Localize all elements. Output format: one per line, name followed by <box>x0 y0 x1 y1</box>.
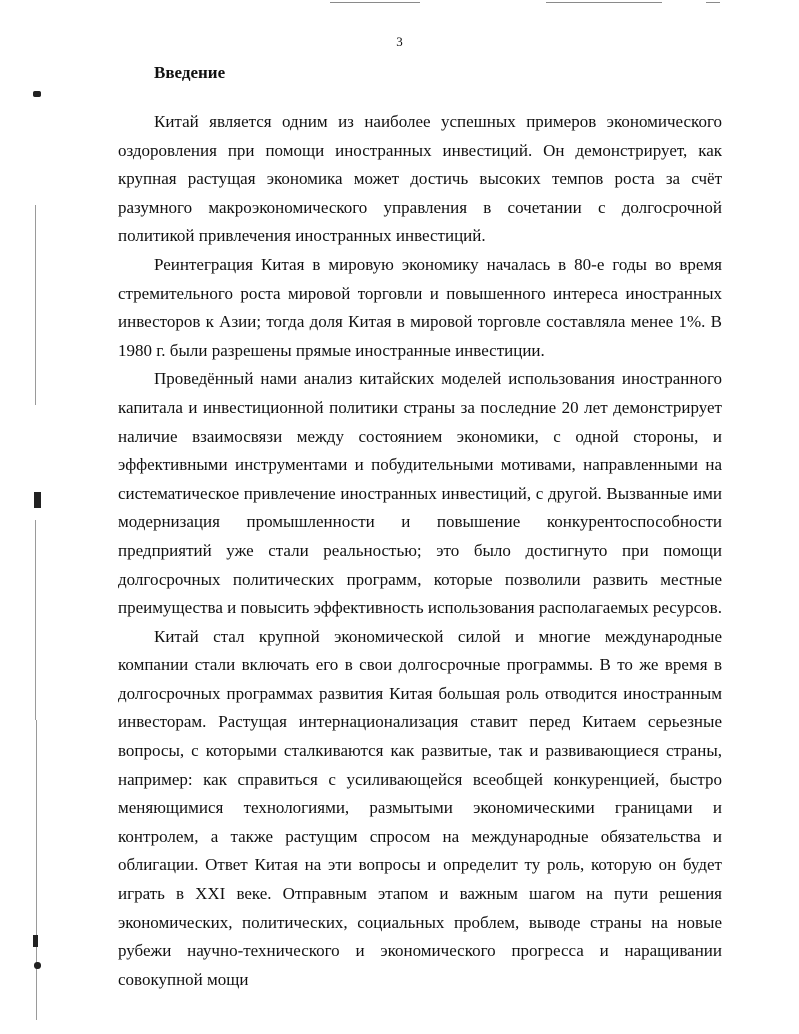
section-heading: Введение <box>154 63 226 82</box>
margin-line-lower <box>36 720 37 1020</box>
margin-mark-block <box>34 492 41 508</box>
scan-artifact-top-corner <box>706 2 720 3</box>
page-number: 3 <box>396 34 403 49</box>
margin-line-middle <box>35 520 36 720</box>
paragraph: Проведённый нами анализ китайских моделей использования иностранного капитала и инвестиционной политики страны за последние 20 лет демонстрирует наличие взаимосвязи между состоянием экономики, с одной стороны, и эффективными инструментами и побудительными мотивами, направленными на систематическое привлечение иностранных инвестиций, с другой. Вызванные ими модернизация промышленности и повышение конкурентоспособности предприятий уже стали реальностью; это было достигнуто при помощи долгосрочных политических программ, которые позволили развить местные преимущества и повысить эффективность использования располагаемых ресурсов. <box>118 369 722 618</box>
paragraph: Китай стал крупной экономической силой и многие международные компании стали включать его в свои долгосрочные программы. В то же время в долгосрочных программах развития Китая большая роль отводится иностранным инвесторам. Растущая интернационализация ставит перед Китаем серьезные вопросы, с которыми сталкиваются как развитые, так и развивающиеся страны, например: как справиться с усиливающейся всеобщей конкуренцией, быстро меняющимися технологиями, размытыми экономическими границами и контролем, а также растущим спросом на международные обязательства и облигации. Ответ Китая на эти вопросы и определит ту роль, которую он будет играть в XXI веке. Отправным этапом и важным шагом на пути решения экономических, политических, социальных проблем, выводе страны на новые рубежи научно-технического и экономического прогресса и наращивании совокупной мощи <box>118 626 722 989</box>
scan-artifact-top-left <box>330 2 420 3</box>
body-text <box>118 108 722 994</box>
margin-mark-bottom <box>34 962 41 969</box>
paragraph: Китай является одним из наиболее успешных примеров экономического оздоровления при помощи иностранных инвестиций. Он демонстрирует, как крупная растущая экономика может достичь высоких темпов роста за счёт разумного макроэкономического управления в сочетании с долгосрочной политикой привлечения иностранных инвестиций. <box>118 112 722 246</box>
margin-mark-lower <box>33 935 38 947</box>
paragraph: Реинтеграция Китая в мировую экономику началась в 80-е годы во время стремительного роста мировой торговли и повышенного интереса иностранных инвесторов к Азии; тогда доля Китая в мировой торговле составляла менее 1%. В 1980 г. были разрешены прямые иностранные инвестиции. <box>118 254 722 360</box>
margin-mark-arrow <box>33 91 41 97</box>
scan-artifact-top-right <box>546 2 662 3</box>
margin-line-upper <box>35 205 36 405</box>
